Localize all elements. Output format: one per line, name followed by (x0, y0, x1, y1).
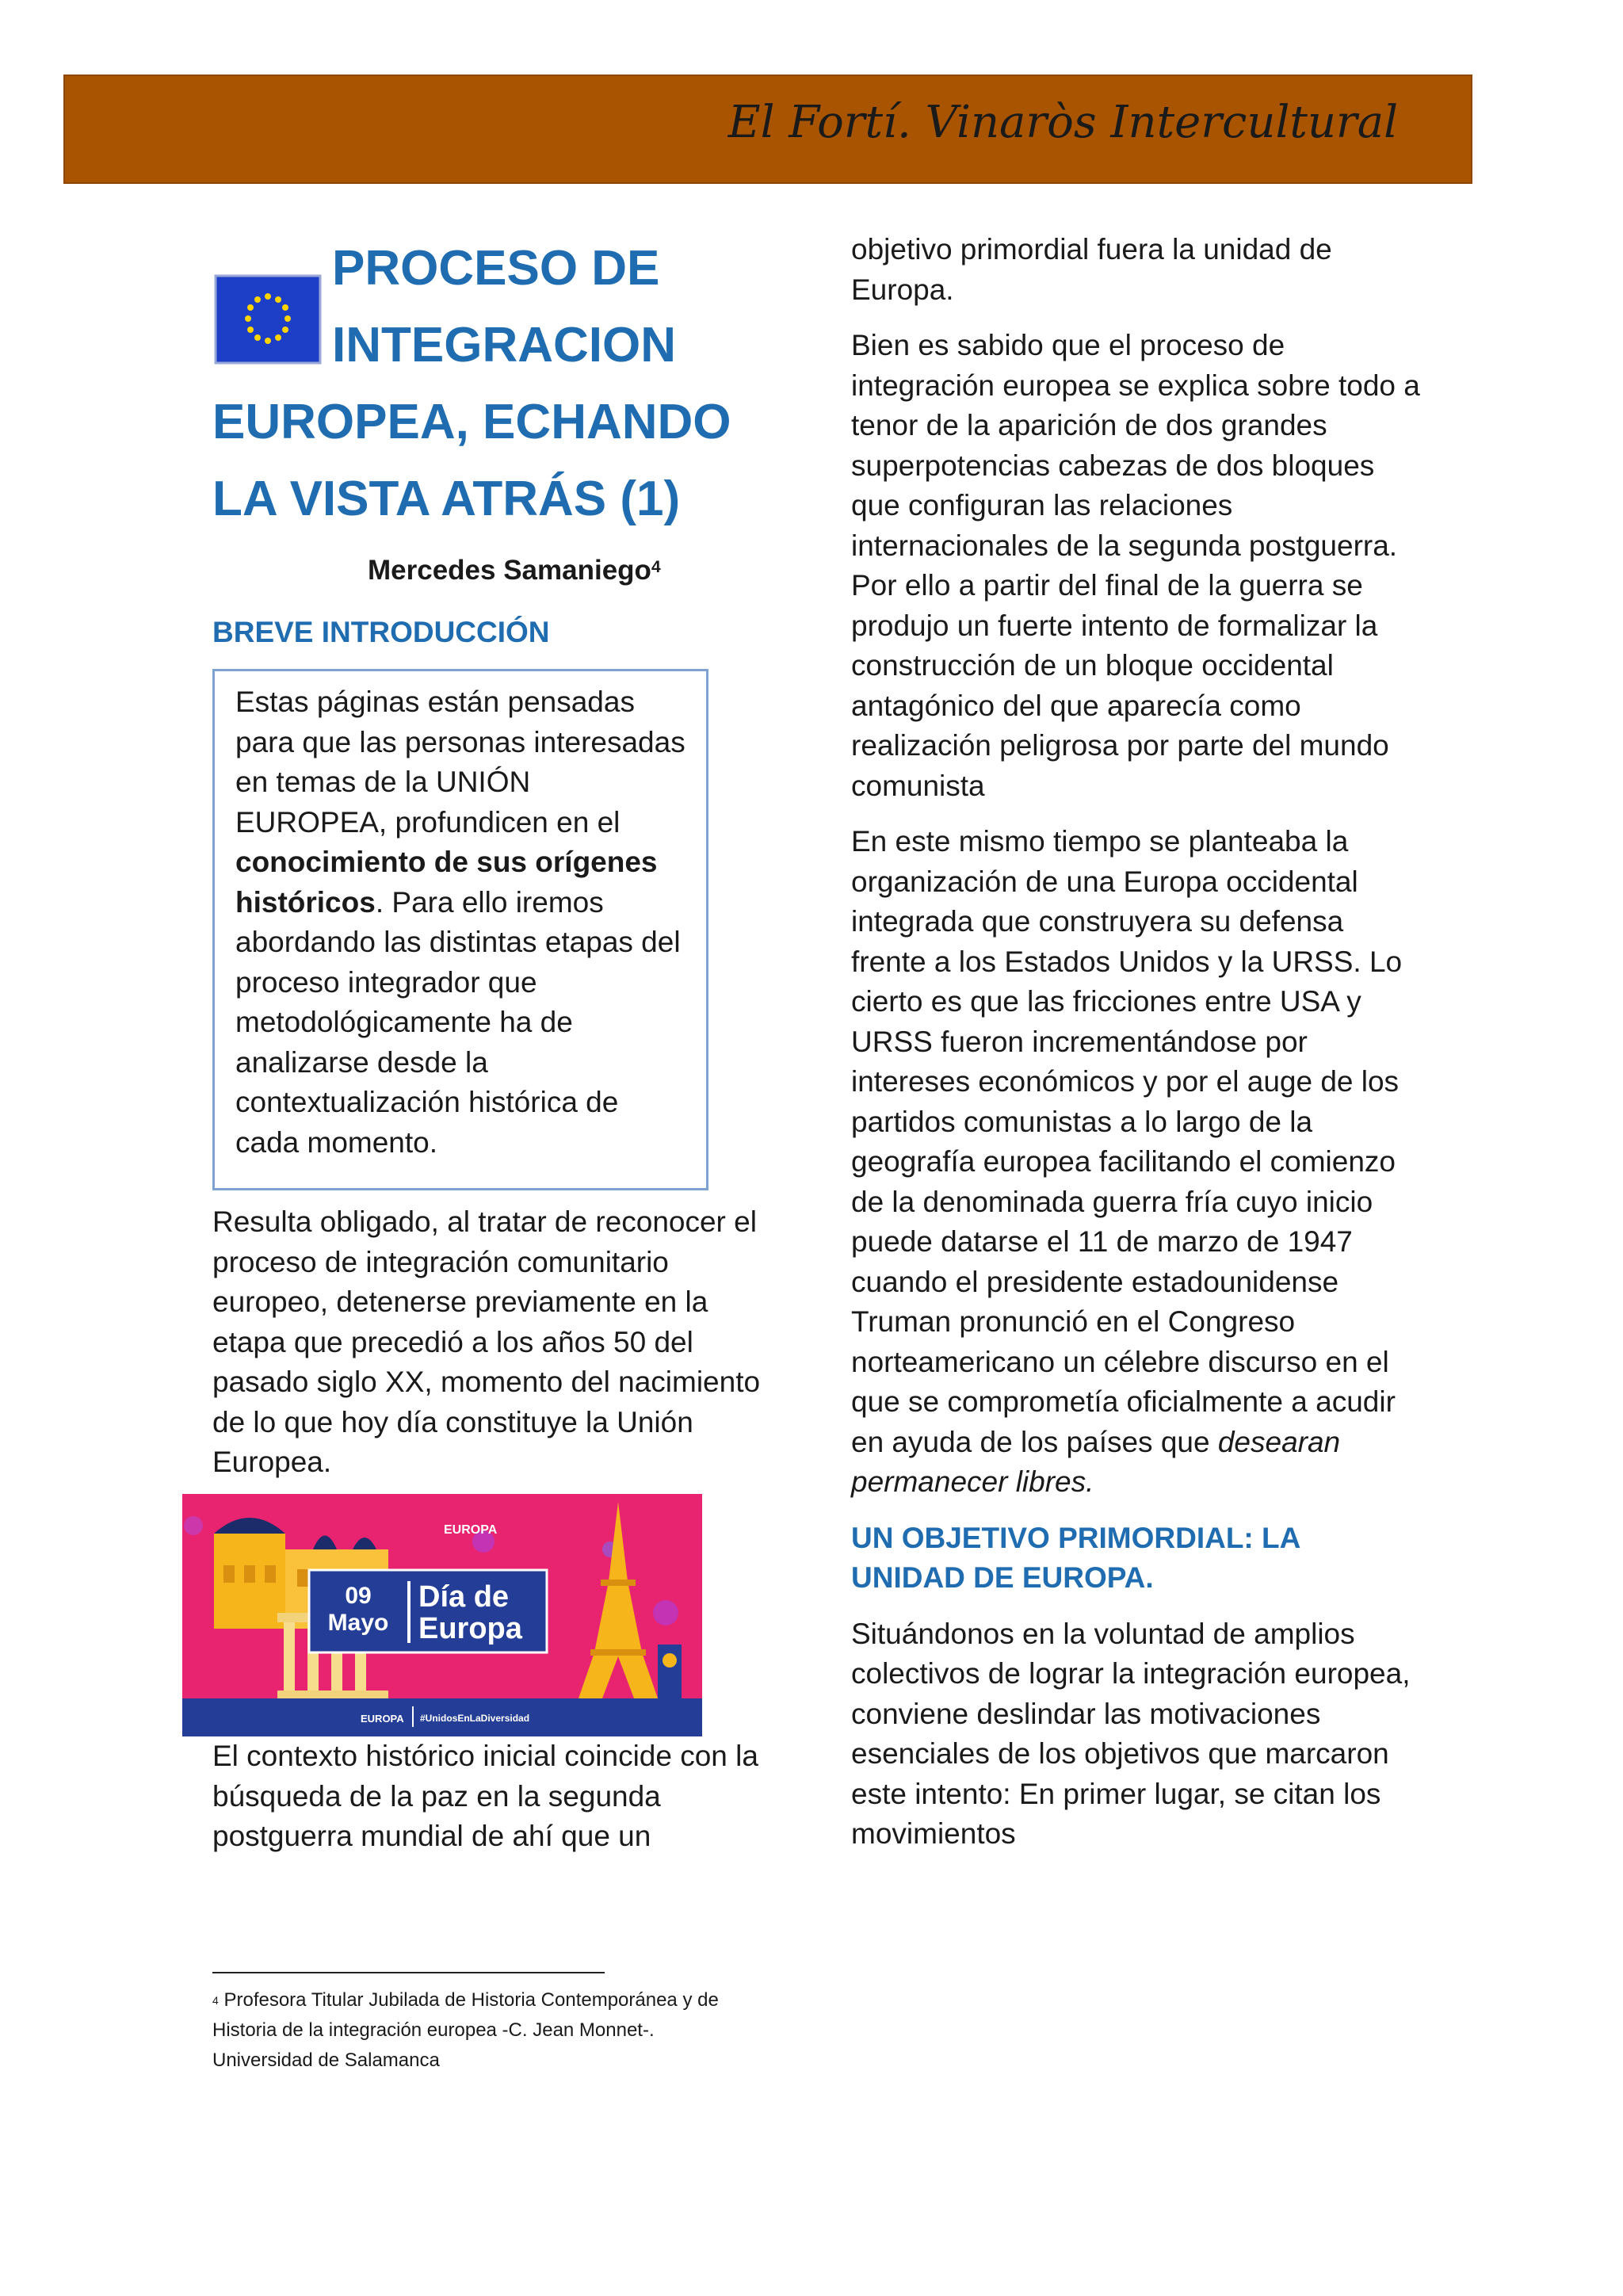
body-paragraph: El contexto histórico inicial coincide con la búsqueda de la paz en la segunda postguerra mundial de ahí que un (212, 1740, 758, 1852)
section-heading-intro: BREVE INTRODUCCIÓN (212, 616, 550, 648)
article-title (212, 230, 751, 537)
body-paragraph: Bien es sabido que el proceso de integración europea se explica sobre todo a tenor de la aparición de dos grandes superpotencias cabezas de dos bloques que configuran las relaciones internacionales de la segunda postguerra. Por ello a partir del final de la guerra se produjo un fuerte intento de formalizar la construcción de un bloque occidental antagónico del que aparecía como realización peligrosa por parte del mundo comunista (851, 329, 1420, 802)
callout-emphasis: conocimiento de sus orígenes históricos (235, 846, 658, 919)
header-bar (63, 74, 1472, 184)
title-line: EUROPEA, ECHANDO (212, 395, 731, 449)
promo-headline-line1: Día de (418, 1580, 510, 1614)
europe-day-promo-image (182, 1494, 702, 1736)
promo-logo-top: EUROPA (444, 1523, 498, 1537)
footnote-reference[interactable]: 4 (651, 558, 661, 576)
body-paragraph: objetivo primordial fuera la unidad de Europa. (851, 233, 1332, 306)
paragraph-emphasis: desearan permanecer libres. (851, 1425, 1341, 1498)
callout-text-part: . Para ello iremos abordando las distintas etapas del proceso integrador que metodológicamente ha de analizarse desde la contextualización histórica de cada momento. (235, 885, 681, 1159)
promo-hashtag: #UnidosEnLaDiversidad (420, 1713, 530, 1724)
intro-callout-box (212, 669, 708, 1190)
promo-headline-line2: Europa (418, 1612, 522, 1645)
publication-title: El Fortí. Vinaròs Intercultural (727, 97, 1398, 148)
footnote-text: Profesora Titular Jubilada de Historia Contemporánea y de Historia de la integración europea -C. Jean Monnet-. Universidad de Salamanca (212, 1989, 719, 2071)
author-byline (368, 551, 661, 591)
body-paragraph: Situándonos en la voluntad de amplios colectivos de lograr la integración europea, conviene deslindar las motivaciones esenciales de los objetivos que marcaron este intento: En primer lugar, se citan los movimientos (851, 1617, 1411, 1850)
section-heading-unity: UN OBJETIVO PRIMORDIAL: LA UNIDAD DE EUROPA. (851, 1521, 1300, 1594)
title-line: INTEGRACION (332, 318, 676, 372)
body-paragraph: Resulta obligado, al tratar de reconocer el proceso de integración comunitario europeo, detenerse previamente en la etapa que precedió a los años 50 del pasado siglo XX, momento del nacimiento de lo que hoy día constituye la Unión Europea. (212, 1205, 761, 1478)
promo-month: Mayo (327, 1610, 389, 1636)
title-line: LA VISTA ATRÁS (1) (212, 472, 681, 526)
title-line: PROCESO DE (332, 241, 660, 296)
promo-day: 09 (345, 1583, 372, 1609)
callout-text-part: Estas páginas están pensadas para que las personas interesadas en temas de la UNIÓN EUROPEA, profundicen en el (235, 686, 685, 839)
author-name: Mercedes Samaniego (368, 555, 651, 586)
footnote (212, 1985, 759, 2076)
right-column (851, 230, 1422, 1870)
promo-logo-bottom: EUROPA (361, 1713, 404, 1725)
paragraph-text-part: En este mismo tiempo se planteaba la organización de una Europa occidental integrada que construyera su defensa frente a los Estados Unidos y la URSS. Lo cierto es que las fricciones entre USA y URSS fueron incrementándose por intereses económicos y por el auge de los partidos comunistas a lo largo de la geografía europea facilitando el comienzo de la denominada guerra fría cuyo inicio puede datarse el 11 de marzo de 1947 cuando el presidente estadounidense Truman pronunció en el Congreso norteamericano un célebre discurso en el que se comprometía oficialmente a acudir en ayuda de los países que (851, 825, 1403, 1458)
callout-text (235, 682, 685, 1163)
footnote-divider (212, 1972, 605, 1973)
body-paragraph (851, 822, 1422, 1503)
footnote-marker: 4 (212, 1994, 219, 2007)
